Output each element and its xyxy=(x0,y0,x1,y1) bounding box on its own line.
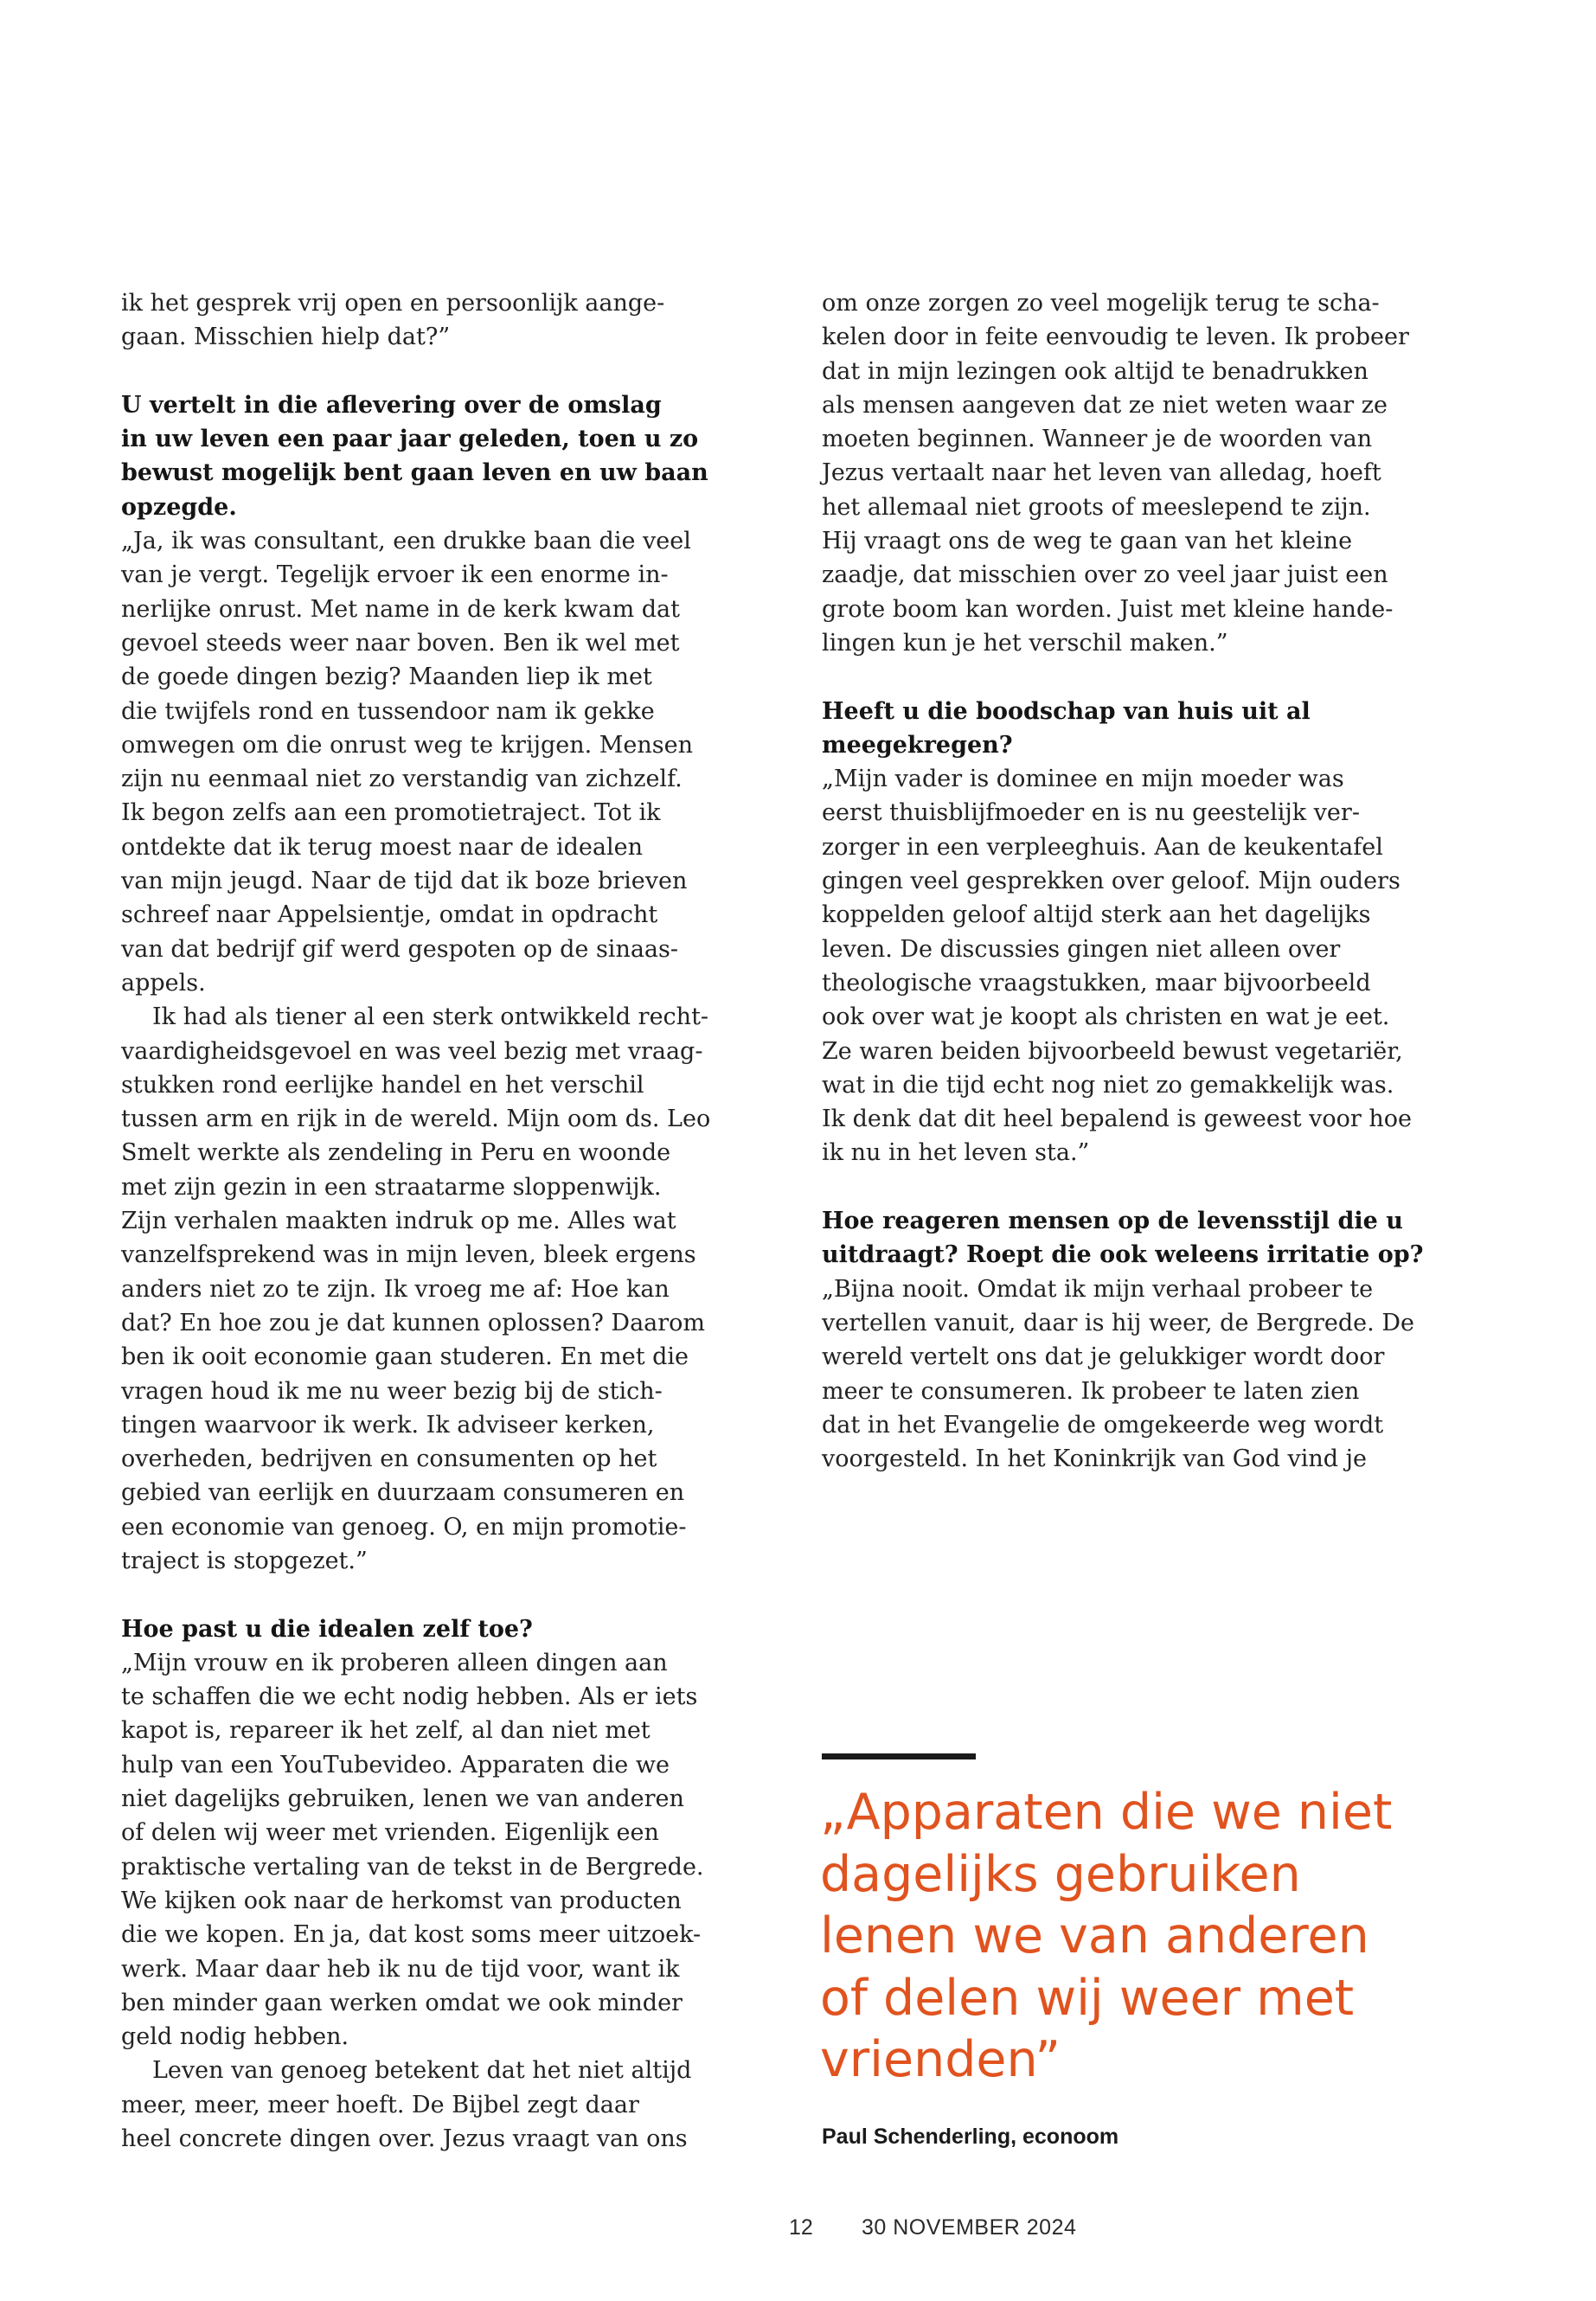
answer-line: traject is stopgezet.” xyxy=(121,1547,368,1574)
answer-line: een economie van genoeg. O, en mijn promotie- xyxy=(121,1513,687,1541)
body-line: als mensen aangeven dat ze niet weten waar ze xyxy=(822,391,1388,419)
page-number: 12 xyxy=(789,2215,813,2240)
answer-line: gingen veel gesprekken over geloof. Mijn ouders xyxy=(822,868,1401,895)
answer-line: Ik had als tiener al een sterk ontwikkeld recht- xyxy=(152,1003,709,1031)
pull-quote-line: dagelijks gebruiken xyxy=(820,1845,1301,1903)
pull-quote xyxy=(820,1782,1426,2092)
answer-line: anders niet zo te zijn. Ik vroeg me af: Hoe kan xyxy=(121,1275,670,1303)
answer-line: appels. xyxy=(121,969,206,997)
interview-question: bewust mogelijk bent gaan leven en uw baan xyxy=(121,459,708,487)
answer-line: niet dagelijks gebruiken, lenen we van anderen xyxy=(121,1785,684,1813)
interview-question: opzegde. xyxy=(121,493,237,521)
answer-line: Ze waren beiden bijvoorbeeld bewust vegetariër, xyxy=(822,1037,1403,1065)
answer-line: leven. De discussies gingen niet alleen over xyxy=(822,935,1341,963)
answer-line: die we kopen. En ja, dat kost soms meer uitzoek- xyxy=(121,1921,702,1949)
answer-line: We kijken ook naar de herkomst van producten xyxy=(121,1887,682,1914)
answer-line: ik nu in het leven sta.” xyxy=(822,1139,1090,1167)
answer-line: of delen wij weer met vrienden. Eigenlijk een xyxy=(121,1819,659,1847)
body-line: kelen door in feite eenvoudig te leven. Ik probeer xyxy=(822,324,1409,351)
body-line: lingen kun je het verschil maken.” xyxy=(822,629,1228,657)
answer-line: wat in die tijd echt nog niet zo gemakkelijk was. xyxy=(822,1071,1394,1099)
answer-line: ook over wat je koopt als christen en wat je eet. xyxy=(822,1003,1390,1031)
answer-line: meer te consumeren. Ik probeer te laten zien xyxy=(822,1377,1360,1405)
answer-line: hulp van een YouTubevideo. Apparaten die we xyxy=(121,1751,670,1779)
interview-question: Hoe reageren mensen op de levensstijl die u xyxy=(822,1208,1403,1235)
answer-line: vragen houd ik me nu weer bezig bij de stich- xyxy=(121,1377,663,1405)
answer-line: theologische vraagstukken, maar bijvoorbeeld xyxy=(822,969,1371,997)
answer-line: te schaffen die we echt nodig hebben. Als er iets xyxy=(121,1683,698,1711)
answer-line: Zijn verhalen maakten indruk op me. Alles wat xyxy=(121,1208,676,1235)
body-line: Hij vraagt ons de weg te gaan van het kleine xyxy=(822,528,1353,555)
answer-line: schreef naar Appelsientje, omdat in opdracht xyxy=(121,901,658,929)
answer-line: werk. Maar daar heb ik nu de tijd voor, want ik xyxy=(121,1955,680,1983)
answer-line: dat in het Evangelie de omgekeerde weg wordt xyxy=(822,1411,1384,1439)
body-line: grote boom kan worden. Juist met kleine hande- xyxy=(822,595,1394,623)
answer-line: Ik begon zelfs aan een promotietraject. Tot ik xyxy=(121,799,661,827)
answer-line: Smelt werkte als zendeling in Peru en woonde xyxy=(121,1139,671,1167)
answer-line: „Mijn vrouw en ik proberen alleen dingen aan xyxy=(121,1649,668,1676)
pull-quote-line: „Apparaten die we niet xyxy=(820,1784,1393,1841)
body-line: zaadje, dat misschien over zo veel jaar juist een xyxy=(822,561,1388,589)
answer-line: zijn nu eenmaal niet zo verstandig van zichzelf. xyxy=(121,766,683,793)
answer-line: praktische vertaling van de tekst in de Bergrede. xyxy=(121,1853,704,1881)
pull-quote-attribution: Paul Schenderling, econoom xyxy=(822,2125,1119,2149)
answer-line: gebied van eerlijk en duurzaam consumeren en xyxy=(121,1479,685,1507)
answer-line: ontdekte dat ik terug moest naar de idealen xyxy=(121,833,643,861)
paragraph-gap xyxy=(822,660,1384,694)
body-line: het allemaal niet groots of meeslepend te zijn. xyxy=(822,493,1371,521)
pull-quote-line: vrienden” xyxy=(820,2031,1061,2088)
answer-line: ben minder gaan werken omdat we ook minder xyxy=(121,1989,683,2016)
pull-quote-line: lenen we van anderen xyxy=(820,1907,1369,1965)
right-column xyxy=(822,286,1424,1476)
answer-line: vaardigheidsgevoel en was veel bezig met vraag- xyxy=(121,1037,703,1065)
answer-line: van je vergt. Tegelijk ervoer ik een enorme in- xyxy=(121,561,669,589)
left-column xyxy=(121,286,711,2156)
answer-line: ben ik ooit economie gaan studeren. En met die xyxy=(121,1343,689,1371)
answer-line: koppelden geloof altijd sterk aan het dagelijks xyxy=(822,901,1371,929)
interview-question: U vertelt in die aflevering over de omslag xyxy=(121,391,662,419)
answer-line: stukken rond eerlijke handel en het verschil xyxy=(121,1071,644,1099)
body-line: om onze zorgen zo veel mogelijk terug te scha- xyxy=(822,290,1380,317)
interview-question: in uw leven een paar jaar geleden, toen u zo xyxy=(121,426,699,453)
answer-line: van mijn jeugd. Naar de tijd dat ik boze brieven xyxy=(121,868,688,895)
body-line: gaan. Misschien hielp dat?” xyxy=(121,324,451,351)
pull-quote-rule xyxy=(822,1753,976,1759)
answer-line: eerst thuisblijfmoeder en is nu geestelijk ver- xyxy=(822,799,1360,827)
answer-line: kapot is, repareer ik het zelf, al dan niet met xyxy=(121,1717,651,1745)
answer-line: de goede dingen bezig? Maanden liep ik met xyxy=(121,663,652,691)
answer-line: die twijfels rond en tussendoor nam ik gekke xyxy=(121,697,655,725)
answer-line: voorgesteld. In het Koninkrijk van God vind je xyxy=(822,1445,1367,1473)
paragraph-gap xyxy=(121,355,683,388)
body-line: dat in mijn lezingen ook altijd te benadrukken xyxy=(822,357,1368,385)
answer-line: „Mijn vader is dominee en mijn moeder was xyxy=(822,766,1344,793)
answer-line: overheden, bedrijven en consumenten op het xyxy=(121,1445,657,1473)
answer-line: met zijn gezin in een straatarme sloppenwijk. xyxy=(121,1173,662,1201)
interview-question: Hoe past u die idealen zelf toe? xyxy=(121,1615,533,1643)
paragraph-gap xyxy=(121,1578,683,1612)
answer-line: heel concrete dingen over. Jezus vraagt van ons xyxy=(121,2125,688,2153)
answer-line: zorger in een verpleeghuis. Aan de keukentafel xyxy=(822,833,1383,861)
answer-line: vanzelfsprekend was in mijn leven, bleek ergens xyxy=(121,1241,696,1269)
answer-line: tussen arm en rijk in de wereld. Mijn oom ds. Leo xyxy=(121,1106,711,1133)
answer-line: „Bijna nooit. Omdat ik mijn verhaal probeer te xyxy=(822,1275,1374,1303)
issue-date: 30 NOVEMBER 2024 xyxy=(862,2215,1077,2240)
answer-line: dat? En hoe zou je dat kunnen oplossen? Daarom xyxy=(121,1309,706,1336)
body-line: ik het gesprek vrij open en persoonlijk aange- xyxy=(121,290,665,317)
body-line: moeten beginnen. Wanneer je de woorden van xyxy=(822,426,1373,453)
interview-question: Heeft u die boodschap van huis uit al xyxy=(822,697,1311,725)
answer-line: omwegen om die onrust weg te krijgen. Mensen xyxy=(121,731,694,759)
answer-line: gevoel steeds weer naar boven. Ben ik wel met xyxy=(121,629,680,657)
answer-line: nerlijke onrust. Met name in de kerk kwam dat xyxy=(121,595,680,623)
answer-line: van dat bedrijf gif werd gespoten op de sinaas- xyxy=(121,935,679,963)
paragraph-gap xyxy=(822,1170,1384,1204)
answer-line: wereld vertelt ons dat je gelukkiger wordt door xyxy=(822,1343,1385,1371)
answer-line: Leven van genoeg betekent dat het niet altijd xyxy=(152,2057,692,2085)
answer-line: meer, meer, meer hoeft. De Bijbel zegt daar xyxy=(121,2091,639,2118)
answer-line: Ik denk dat dit heel bepalend is geweest voor hoe xyxy=(822,1106,1413,1133)
pull-quote-line: of delen wij weer met xyxy=(820,1969,1355,2027)
body-line: Jezus vertaalt naar het leven van alledag, hoeft xyxy=(822,459,1381,487)
answer-line: geld nodig hebben. xyxy=(121,2023,349,2051)
answer-line: vertellen vanuit, daar is hij weer, de Bergrede. De xyxy=(822,1309,1414,1336)
answer-line: tingen waarvoor ik werk. Ik adviseer kerken, xyxy=(121,1411,655,1439)
answer-line: „Ja, ik was consultant, een drukke baan die veel xyxy=(121,528,691,555)
interview-question: uitdraagt? Roept die ook weleens irritatie op? xyxy=(822,1241,1424,1269)
interview-question: meegekregen? xyxy=(822,731,1013,759)
